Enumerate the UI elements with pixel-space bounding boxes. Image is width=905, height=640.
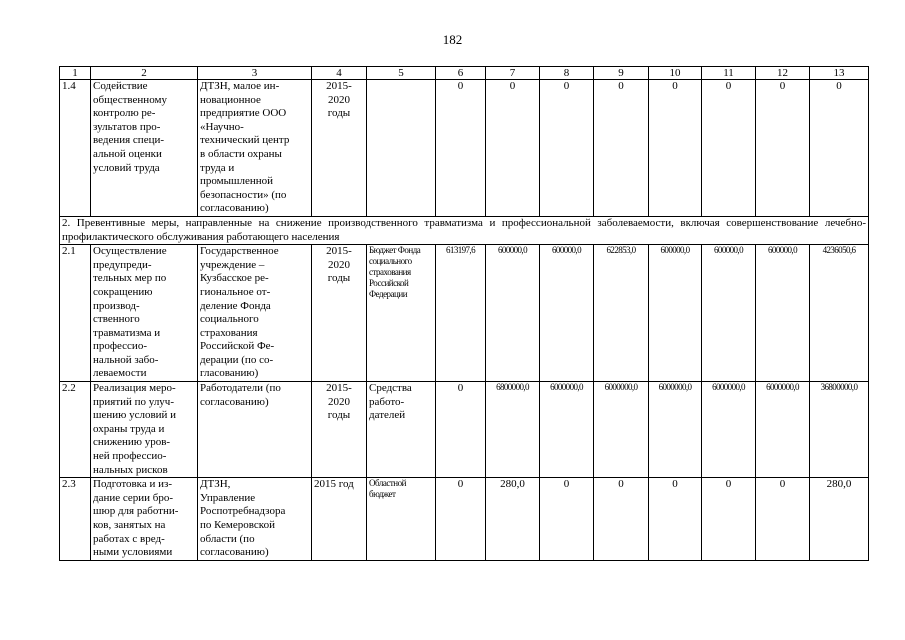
item-value: 600000,0 (756, 245, 810, 382)
item-executor: ДТЗН, Управление Роспотребнадзора по Кемеровской области (по согласованию) (198, 478, 312, 561)
item-value: 0 (702, 478, 756, 561)
item-number: 2.2 (60, 382, 91, 478)
item-period: 2015- 2020 годы (312, 80, 367, 217)
item-value: 4236050,6 (810, 245, 869, 382)
item-source: Бюджет Фонда социального страхования Российской Федерации (367, 245, 436, 382)
header-cell: 7 (486, 67, 540, 80)
item-executor: Государственное учреждение – Кузбасское ре- гиональное от- деление Фонда социального страхования Российской Фе- дерации (по со- гласованию) (198, 245, 312, 382)
item-value: 613197,6 (436, 245, 486, 382)
header-cell: 11 (702, 67, 756, 80)
item-source (367, 80, 436, 217)
item-value: 0 (436, 382, 486, 478)
item-value: 600000,0 (649, 245, 702, 382)
item-value: 600000,0 (486, 245, 540, 382)
item-value: 0 (540, 478, 594, 561)
item-value: 6000000,0 (756, 382, 810, 478)
item-value: 0 (756, 80, 810, 217)
item-name: Содействие общественному контролю ре- зультатов про- ведения специ- альной оценки условий труда (91, 80, 198, 217)
item-value: 0 (486, 80, 540, 217)
item-value: 6000000,0 (594, 382, 649, 478)
item-number: 1.4 (60, 80, 91, 217)
item-value: 6000000,0 (540, 382, 594, 478)
header-cell: 8 (540, 67, 594, 80)
header-cell: 13 (810, 67, 869, 80)
header-cell: 9 (594, 67, 649, 80)
item-value: 6000000,0 (649, 382, 702, 478)
header-cell: 5 (367, 67, 436, 80)
item-name: Подготовка и из- дание серии бро- шюр для работни- ков, занятых на работах с вред- ными условиями (91, 478, 198, 561)
header-cell: 10 (649, 67, 702, 80)
item-value: 36800000,0 (810, 382, 869, 478)
item-value: 0 (649, 80, 702, 217)
item-value: 600000,0 (702, 245, 756, 382)
item-value: 0 (702, 80, 756, 217)
table-row (60, 382, 869, 478)
header-cell: 2 (91, 67, 198, 80)
program-table (59, 66, 869, 561)
item-value: 0 (436, 478, 486, 561)
item-executor: ДТЗН, малое ин- новационное предприятие ООО «Научно- технический центр в области охраны труда и промышленной безопасности» (по согласованию) (198, 80, 312, 217)
header-cell: 3 (198, 67, 312, 80)
header-cell: 12 (756, 67, 810, 80)
item-value: 0 (540, 80, 594, 217)
header-cell: 6 (436, 67, 486, 80)
header-cell: 1 (60, 67, 91, 80)
item-value: 622853,0 (594, 245, 649, 382)
section-row (60, 216, 869, 244)
item-value: 0 (649, 478, 702, 561)
item-value: 0 (810, 80, 869, 217)
item-value: 0 (436, 80, 486, 217)
header-cell: 4 (312, 67, 367, 80)
item-value: 0 (756, 478, 810, 561)
section-heading: 2. Превентивные меры, направленные на снижение производственного травматизма и профессиональной заболеваемости, включая совершенствование лечебно-профилактического обслуживания работающего населения (60, 216, 869, 244)
table-row (60, 478, 869, 561)
item-value: 0 (594, 478, 649, 561)
item-value: 600000,0 (540, 245, 594, 382)
header-row (60, 67, 869, 80)
item-number: 2.3 (60, 478, 91, 561)
item-value: 280,0 (486, 478, 540, 561)
item-value: 6800000,0 (486, 382, 540, 478)
table-row (60, 245, 869, 382)
item-period: 2015- 2020 годы (312, 245, 367, 382)
item-source: Областной бюджет (367, 478, 436, 561)
item-period: 2015- 2020 годы (312, 382, 367, 478)
item-name: Осуществление предупреди- тельных мер по сокращению производ- ственного травматизма и профессио- нальной забо- леваемости (91, 245, 198, 382)
page-number: 182 (442, 32, 463, 47)
item-name: Реализация меро- приятий по улуч- шению условий и охраны труда и снижению уров- ней профессио- нальных рисков (91, 382, 198, 478)
item-source: Средства работо- дателей (367, 382, 436, 478)
item-value: 0 (594, 80, 649, 217)
item-period: 2015 год (312, 478, 367, 561)
item-value: 280,0 (810, 478, 869, 561)
item-number: 2.1 (60, 245, 91, 382)
item-value: 6000000,0 (702, 382, 756, 478)
table-row (60, 80, 869, 217)
item-executor: Работодатели (по согласованию) (198, 382, 312, 478)
